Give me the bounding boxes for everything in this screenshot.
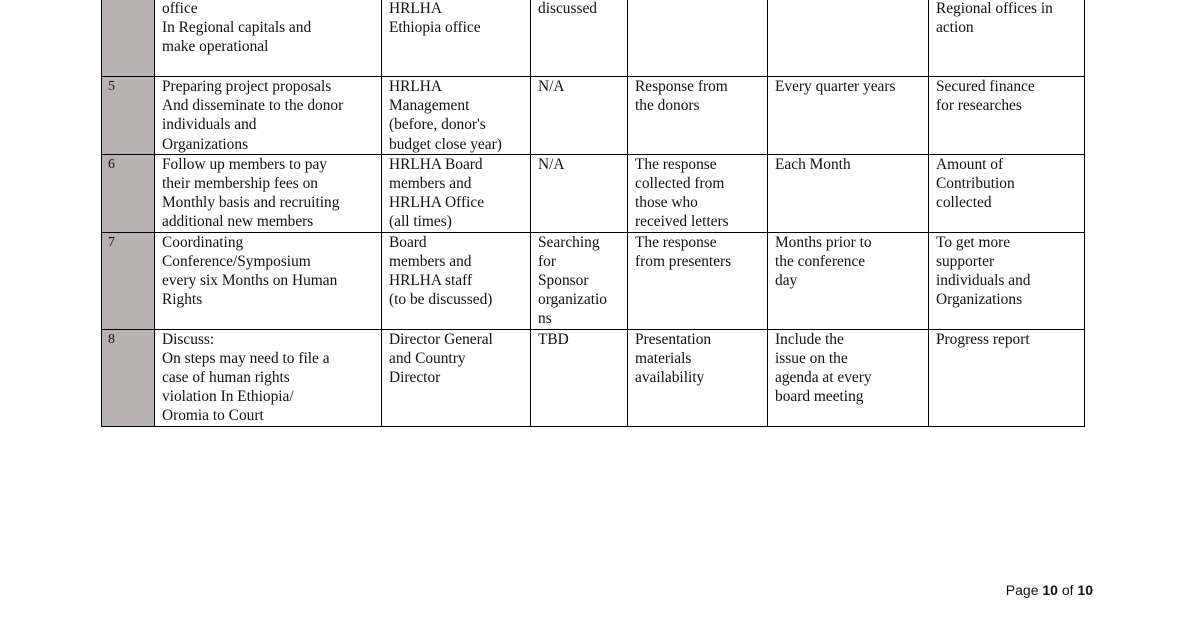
table-row bbox=[102, 154, 1085, 232]
indicator-cell: Response from the donors bbox=[628, 77, 768, 155]
page-label: Page bbox=[1005, 582, 1039, 598]
frequency-cell: Every quarter years bbox=[768, 77, 929, 155]
responsible-cell: HRLHA Management (before, donor's budget close year) bbox=[382, 77, 531, 155]
outcome-cell: Secured finance for researches bbox=[929, 77, 1085, 155]
activity-cell: Discuss: On steps may need to file a case of human rights violation In Ethiopia/ Oromia to Court bbox=[155, 329, 382, 426]
row-number-cell: 6 bbox=[102, 154, 155, 232]
page-number-footer bbox=[1006, 582, 1093, 598]
action-plan-table bbox=[101, 0, 1085, 427]
budget-cell: Searching for Sponsor organizatio ns bbox=[531, 232, 628, 329]
outcome-cell: Progress report bbox=[929, 329, 1085, 426]
row-number-cell: 8 bbox=[102, 329, 155, 426]
frequency-cell: Months prior to the conference day bbox=[768, 232, 929, 329]
total-pages-number: 10 bbox=[1077, 582, 1093, 598]
budget-cell: N/A bbox=[531, 77, 628, 155]
row-number-cell bbox=[102, 0, 155, 77]
of-label: of bbox=[1061, 582, 1074, 598]
indicator-cell bbox=[628, 0, 768, 77]
table-row bbox=[102, 329, 1085, 426]
indicator-cell: The response from presenters bbox=[628, 232, 768, 329]
outcome-cell: To get more supporter individuals and Organizations bbox=[929, 232, 1085, 329]
responsible-cell: Board members and HRLHA staff (to be discussed) bbox=[382, 232, 531, 329]
budget-cell: TBD bbox=[531, 329, 628, 426]
activity-cell: Preparing project proposals And disseminate to the donor individuals and Organizations bbox=[155, 77, 382, 155]
frequency-cell: Each Month bbox=[768, 154, 929, 232]
row-number-cell: 7 bbox=[102, 232, 155, 329]
outcome-cell: Amount of Contribution collected bbox=[929, 154, 1085, 232]
table-row bbox=[102, 0, 1085, 77]
responsible-cell: HRLHA Board members and HRLHA Office (all times) bbox=[382, 154, 531, 232]
table-row bbox=[102, 77, 1085, 155]
current-page-number: 10 bbox=[1042, 582, 1058, 598]
frequency-cell bbox=[768, 0, 929, 77]
row-number-cell: 5 bbox=[102, 77, 155, 155]
outcome-cell: Regional offices in action bbox=[929, 0, 1085, 77]
budget-cell: N/A bbox=[531, 154, 628, 232]
table-row bbox=[102, 232, 1085, 329]
indicator-cell: Presentation materials availability bbox=[628, 329, 768, 426]
responsible-cell: HRLHA Ethiopia office bbox=[382, 0, 531, 77]
activity-cell: office In Regional capitals and make operational bbox=[155, 0, 382, 77]
activity-cell: Follow up members to pay their membership fees on Monthly basis and recruiting additional new members bbox=[155, 154, 382, 232]
activity-cell: Coordinating Conference/Symposium every six Months on Human Rights bbox=[155, 232, 382, 329]
responsible-cell: Director General and Country Director bbox=[382, 329, 531, 426]
budget-cell: discussed bbox=[531, 0, 628, 77]
frequency-cell: Include the issue on the agenda at every board meeting bbox=[768, 329, 929, 426]
indicator-cell: The response collected from those who received letters bbox=[628, 154, 768, 232]
